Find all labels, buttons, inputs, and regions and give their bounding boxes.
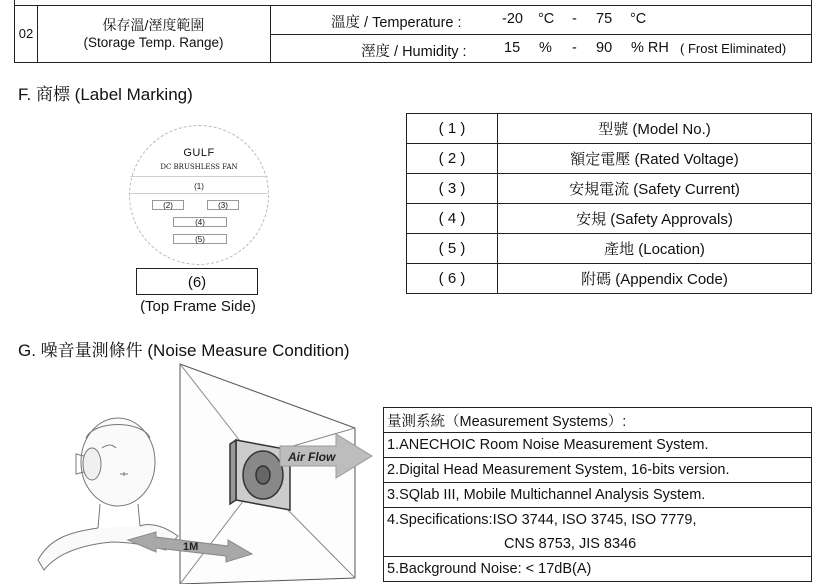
measurement-item: 5.Background Noise: < 17dB(A) <box>384 557 812 582</box>
temperature-dash: - <box>572 11 577 27</box>
storage-range-name <box>37 5 271 62</box>
measurement-item: 1.ANECHOIC Room Noise Measurement System. <box>384 433 812 458</box>
label-marking-table <box>406 113 812 294</box>
marking-no: ( 4 ) <box>407 204 498 234</box>
table-row <box>407 114 812 144</box>
measurement-item-continuation: CNS 8753, JIS 8346 <box>384 532 812 557</box>
storage-range-table <box>14 0 812 63</box>
label-product: DC BRUSHLESS FAN <box>160 163 238 171</box>
label-divider-top <box>130 176 268 177</box>
measurement-item: 2.Digital Head Measurement System, 16-bits version. <box>384 458 812 483</box>
temperature-min: -20 <box>502 11 523 27</box>
table-row <box>407 234 812 264</box>
measurement-item: 3.SQlab III, Mobile Multichannel Analysis System. <box>384 483 812 508</box>
air-flow-label: Air Flow <box>288 450 336 464</box>
humidity-max-unit: % RH <box>631 40 669 56</box>
marking-no: ( 6 ) <box>407 264 498 294</box>
table-row <box>407 264 812 294</box>
measurement-systems-list <box>383 407 812 582</box>
temperature-label: 溫度 / Temperature : <box>331 15 462 31</box>
temperature-max-unit: °C <box>630 11 647 27</box>
storage-range-name-zh: 保存溫/溼度範圍 <box>102 17 205 33</box>
row-number: 02 <box>15 5 38 62</box>
marking-no: ( 5 ) <box>407 234 498 264</box>
marking-desc: 安規電流 (Safety Current) <box>498 174 812 204</box>
noise-setup-illustration <box>0 360 380 584</box>
marking-desc: 型號 (Model No.) <box>498 114 812 144</box>
storage-range-name-en: (Storage Temp. Range) <box>83 35 224 50</box>
frame-caption: (Top Frame Side) <box>140 298 256 315</box>
marking-no: ( 1 ) <box>407 114 498 144</box>
measurement-item: 4.Specifications:ISO 3744, ISO 3745, ISO 7779, <box>384 508 812 533</box>
temperature-row <box>271 5 811 35</box>
noise-condition-title: G. 噪音量測條件 (Noise Measure Condition) <box>18 341 350 360</box>
table-row <box>407 144 812 174</box>
label-mark-4: (4) <box>173 217 227 227</box>
humidity-dash: - <box>572 40 577 56</box>
label-marking-title: F. 商標 (Label Marking) <box>18 85 193 104</box>
distance-label: 1M <box>183 541 199 553</box>
table-row <box>407 204 812 234</box>
label-brand: GULF <box>183 147 215 159</box>
list-item <box>384 557 812 582</box>
frame-mark-box: (6) <box>136 268 258 295</box>
marking-desc: 額定電壓 (Rated Voltage) <box>498 144 812 174</box>
humidity-min-unit: % <box>539 40 552 56</box>
list-item <box>384 483 812 508</box>
temperature-max: 75 <box>596 11 613 27</box>
humidity-max: 90 <box>596 40 613 56</box>
list-item <box>384 508 812 533</box>
label-mark-2: (2) <box>152 200 184 210</box>
fan-label-drawing <box>129 125 269 265</box>
list-item <box>384 408 812 433</box>
list-item <box>384 532 812 557</box>
temperature-min-unit: °C <box>538 11 555 27</box>
label-mark-1: (1) <box>194 182 204 191</box>
marking-desc: 附碼 (Appendix Code) <box>498 264 812 294</box>
humidity-label: 溼度 / Humidity : <box>361 44 467 60</box>
marking-no: ( 2 ) <box>407 144 498 174</box>
marking-desc: 安規 (Safety Approvals) <box>498 204 812 234</box>
humidity-note: ( Frost Eliminated) <box>680 41 787 56</box>
table-row <box>407 174 812 204</box>
label-mark-5: (5) <box>173 234 227 244</box>
label-mark-3: (3) <box>207 200 239 210</box>
humidity-row <box>271 34 811 63</box>
humidity-min: 15 <box>504 40 521 56</box>
marking-desc: 產地 (Location) <box>498 234 812 264</box>
measurement-systems-heading: 量測系統（Measurement Systems）: <box>384 408 812 433</box>
list-item <box>384 458 812 483</box>
list-item <box>384 433 812 458</box>
marking-no: ( 3 ) <box>407 174 498 204</box>
label-divider-bottom <box>130 193 268 194</box>
